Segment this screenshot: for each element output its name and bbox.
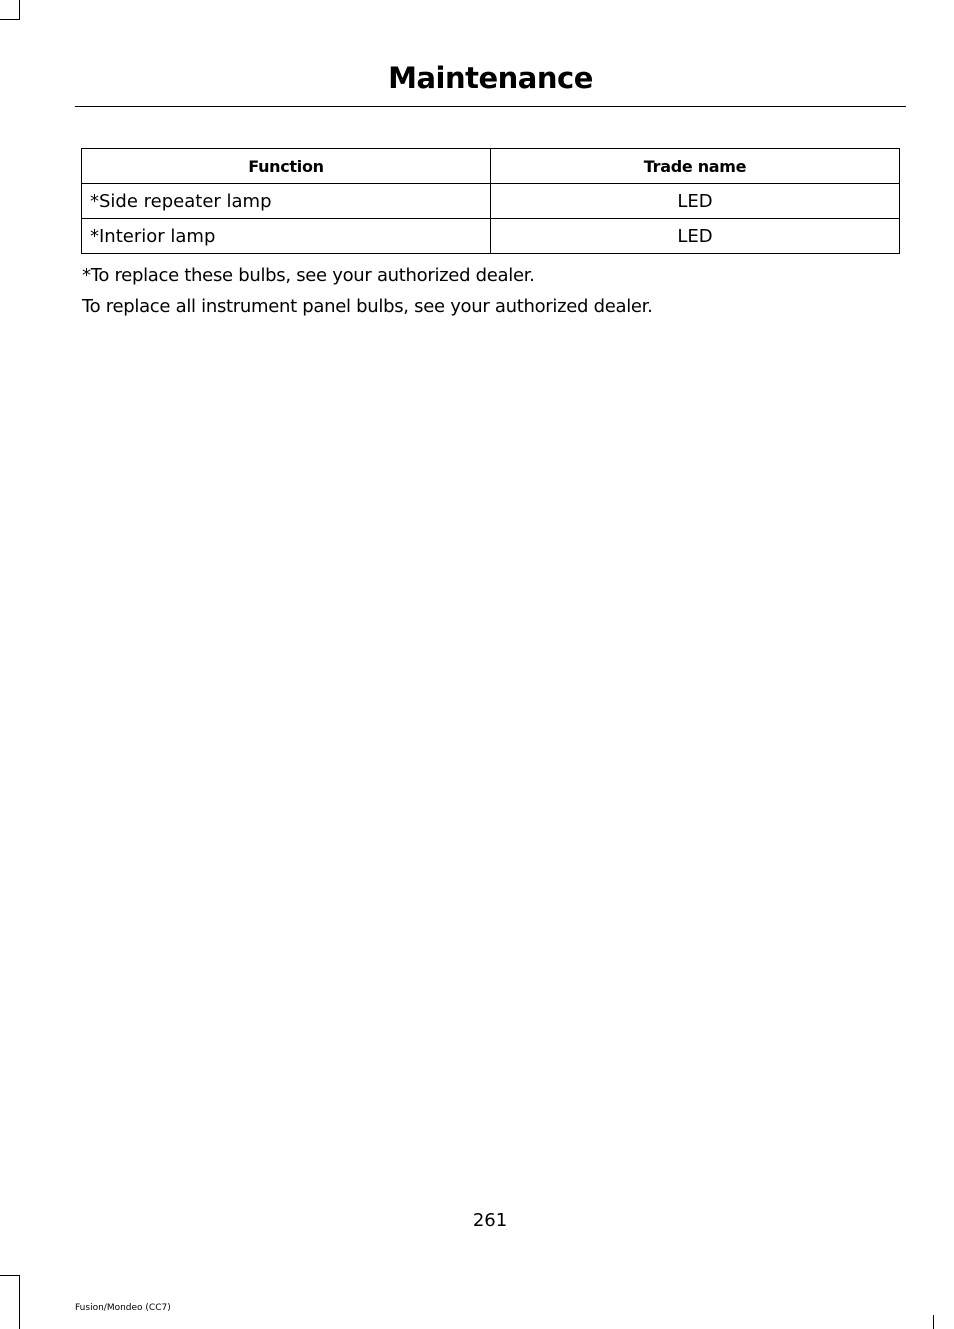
footnote-text: *To replace these bulbs, see your authorized dealer. [82,265,535,286]
page-title: Maintenance [388,61,593,95]
trade-name-cell: LED [491,219,900,254]
instrument-panel-note: To replace all instrument panel bulbs, see your authorized dealer. [82,296,653,317]
crop-mark-top-left-horizontal [0,19,20,20]
function-cell: *Side repeater lamp [82,184,491,219]
title-divider [75,106,906,107]
model-label: Fusion/Mondeo (CC7) [75,1303,171,1313]
crop-mark-bottom-left-vertical [19,1275,20,1329]
crop-mark-top-left-vertical [19,0,20,19]
trade-name-cell: LED [491,184,900,219]
crop-mark-bottom-left-horizontal [0,1275,20,1276]
crop-mark-bottom-right-vertical [933,1315,934,1329]
table-row [82,219,900,254]
column-header-function: Function [82,149,491,184]
page-number: 261 [472,1210,508,1231]
bulb-table [81,148,900,254]
table-header-row [82,149,900,184]
function-cell: *Interior lamp [82,219,491,254]
table-row [82,184,900,219]
column-header-trade-name: Trade name [491,149,900,184]
